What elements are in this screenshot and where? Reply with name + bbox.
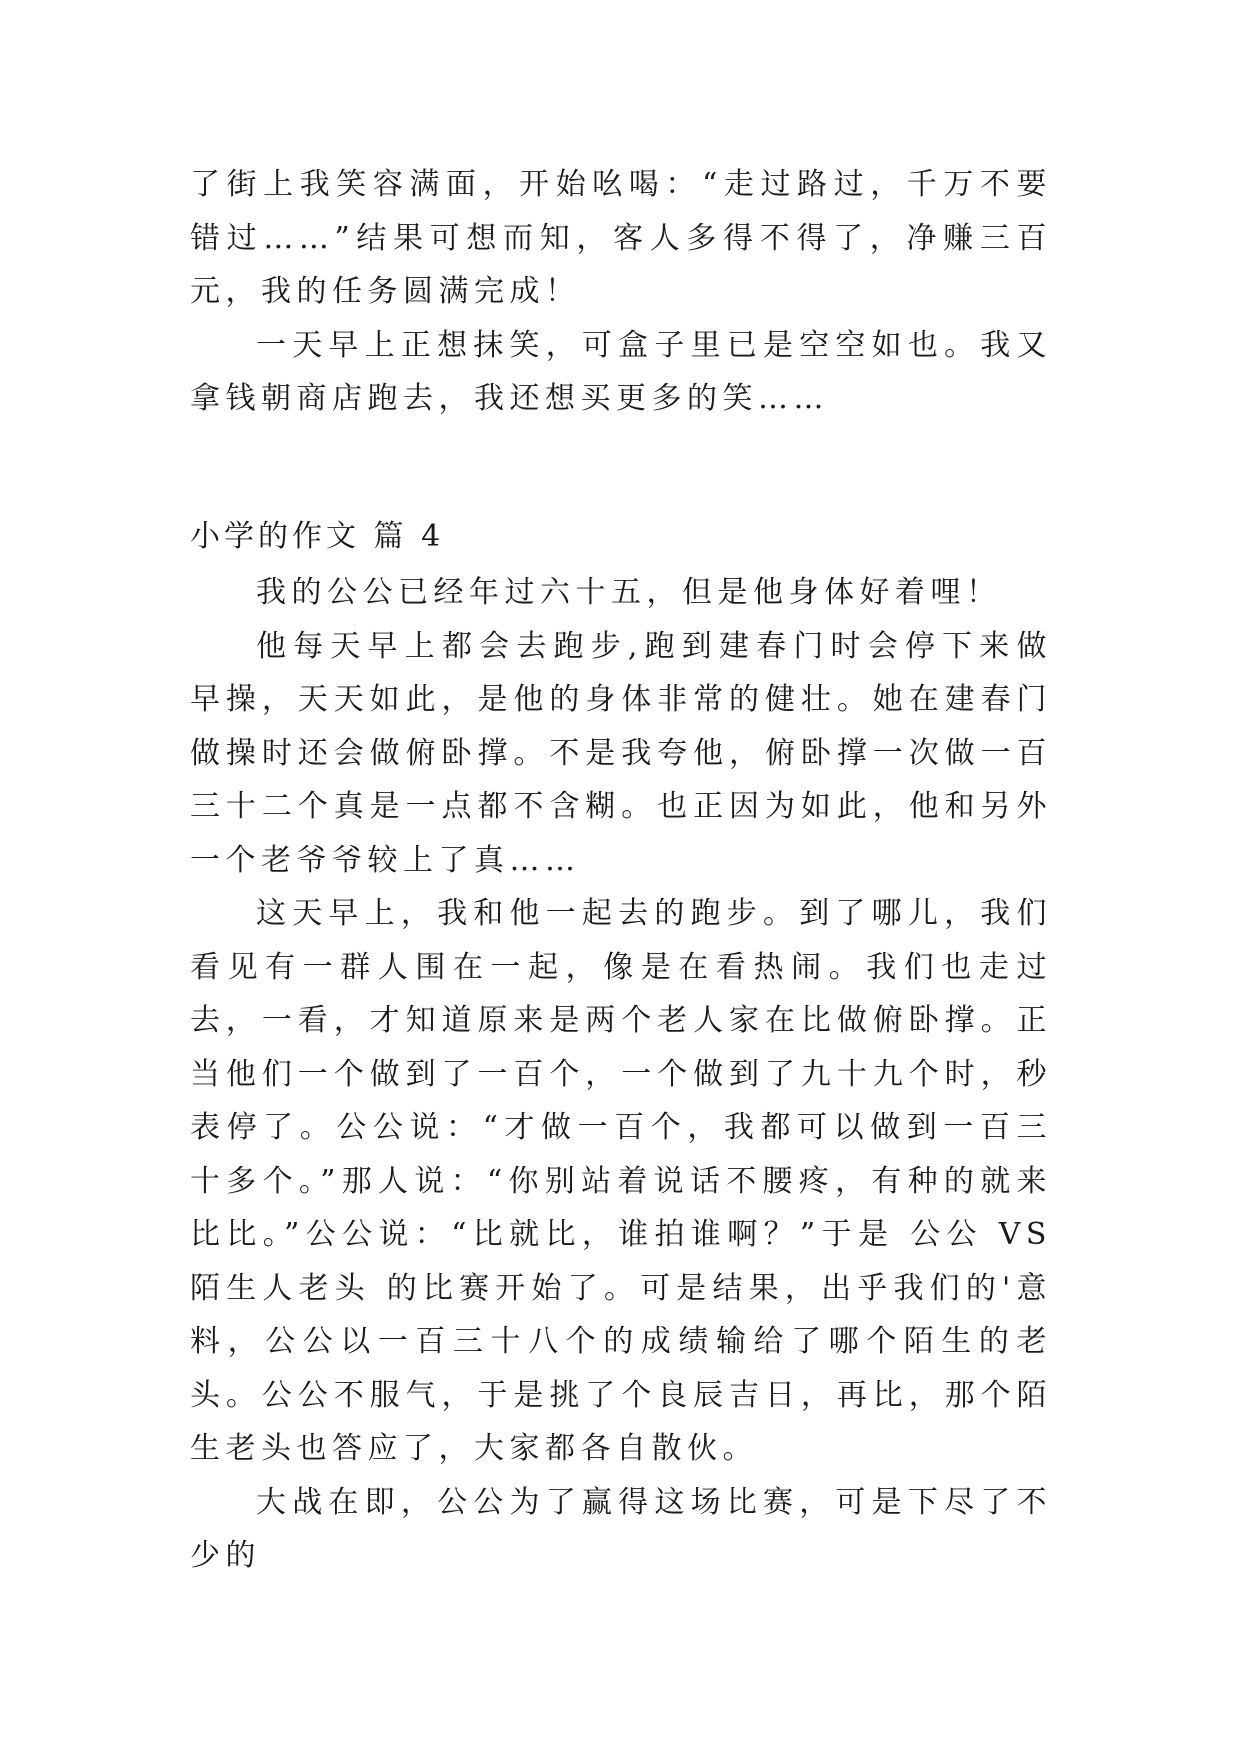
essay-section-4 <box>190 566 1052 1583</box>
paragraph: 我的公公已经年过六十五，但是他身体好着哩！ <box>256 575 1002 610</box>
paragraph: 这天早上，我和他一起去的跑步。到了哪儿，我们看见有一群人围在一起，像是在看热闹。我们也走过去，一看，才知道原来是两个老人家在比做俯卧撑。正当他们一个做到了一百个，一个做到了九十九个时，秒表停了。公公说：“才做一百个，我都可以做到一百三十多个。”那人说：“你别站着说话不腰疼，有种的就来比比。”公公说：“比就比，谁拍谁啊？”于是 公公 VS 陌生人老头 的比赛开始了。可是结果，出乎我们的'意料，公公以一百三十八个的成绩输给了哪个陌生的老头。公公不服气，于是挑了个良辰吉日，再比，那个陌生老头也答应了，大家都各自散伙。 <box>190 896 1052 1466</box>
paragraph: 他每天早上都会去跑步,跑到建春门时会停下来做早操，天天如此，是他的身体非常的健壮。她在建春门做操时还会做俯卧撑。不是我夸他，俯卧撑一次做一百三十二个真是一点都不含糊。也正因为如此，他和另外一个老爷爷较上了真…… <box>190 628 1052 878</box>
paragraph: 了街上我笑容满面，开始吆喝：“走过路过，千万不要错过……”结果可想而知，客人多得不得了，净赚三百元，我的任务圆满完成！ <box>190 167 1052 309</box>
paragraph: 一天早上正想抹笑，可盒子里已是空空如也。我又拿钱朝商店跑去，我还想买更多的笑…… <box>190 327 1052 416</box>
essay-continuation <box>190 158 1052 426</box>
paragraph: 大战在即，公公为了赢得这场比赛，可是下尽了不少的 <box>190 1484 1052 1573</box>
section-heading: 小学的作文 篇 4 <box>190 519 445 554</box>
